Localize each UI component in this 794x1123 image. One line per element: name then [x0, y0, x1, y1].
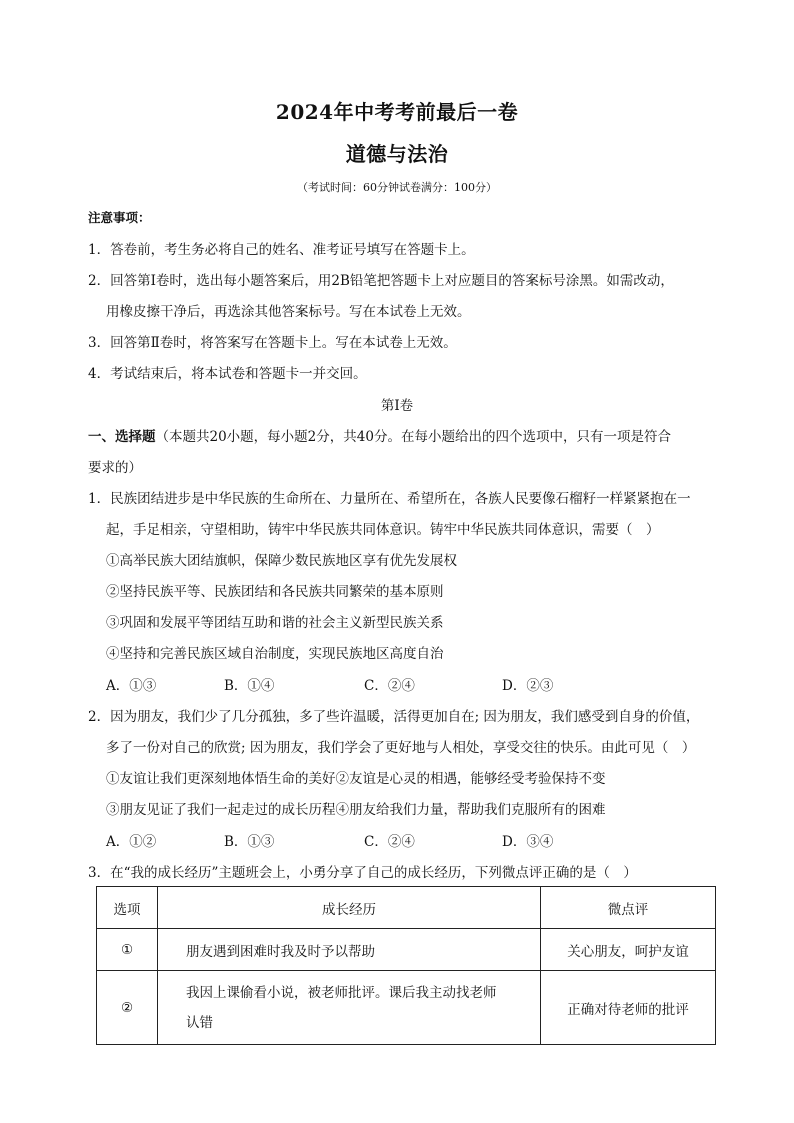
q1-option-b[interactable]: B．①④	[224, 678, 275, 694]
q2-statement: ③朋友见证了我们一起走过的成长历程④朋友给我们力量，帮助我们克服所有的困难	[106, 802, 606, 818]
exam-info: （考试时间：60分钟试卷满分：100分）	[297, 181, 497, 194]
subject-title: 道德与法治	[345, 142, 449, 166]
q3-table	[96, 886, 716, 1045]
q2-stem: 2．因为朋友，我们少了几分孤独，多了些许温暖，活得更加自在; 因为朋友，我们感受到自身的价值，	[88, 709, 700, 725]
q2-option-a[interactable]: A．①②	[106, 834, 157, 850]
table-cell-option: ②	[97, 971, 158, 1045]
section-heading-text: （本题共20小题，每小题2分，共40分。在每小题给出的四个选项中，只有一项是符合	[155, 429, 671, 445]
q1-stem: 1．民族团结进步是中华民族的生命所在、力量所在、希望所在，各族人民要像石榴籽一样紧紧抱在一	[88, 491, 691, 507]
table-cell-experience	[158, 971, 541, 1045]
q1-statement: ①高举民族大团结旗帜，保障少数民族地区享有优先发展权	[106, 553, 457, 569]
table-cell-comment: 正确对待老师的批评	[541, 971, 716, 1045]
q2-option-d[interactable]: D．③④	[502, 834, 554, 850]
q1-statement: ②坚持民族平等、民族团结和各民族共同繁荣的基本原则	[106, 584, 444, 600]
q1-stem: 起，手足相亲，守望相助，铸牢中华民族共同体意识。铸牢中华民族共同体意识，需要（ ）	[106, 522, 660, 538]
q2-option-b[interactable]: B．①③	[224, 834, 275, 850]
q1-statement: ④坚持和完善民族区域自治制度，实现民族地区高度自治	[106, 646, 444, 662]
q1-option-c[interactable]: C．②④	[364, 678, 415, 694]
q1-option-a[interactable]: A．①③	[106, 678, 157, 694]
section-heading-line2: 要求的）	[88, 460, 142, 476]
notice-item: 2．回答第Ⅰ卷时，选出每小题答案后，用2B铅笔把答题卡上对应题目的答案标号涂黑。如需改动，	[88, 273, 674, 289]
table-cell-experience: 朋友遇到困难时我及时予以帮助	[158, 929, 541, 971]
notice-item: 用橡皮擦干净后，再选涂其他答案标号。写在本试卷上无效。	[106, 304, 471, 320]
section-heading	[88, 425, 671, 445]
table-cell-comment: 关心朋友，呵护友谊	[541, 929, 716, 971]
table-row	[97, 971, 716, 1045]
q1-statement: ③巩固和发展平等团结互助和谐的社会主义新型民族关系	[106, 615, 444, 631]
q3-stem: 3．在“我的成长经历”主题班会上，小勇分享了自己的成长经历，下列微点评正确的是（ ）	[88, 865, 637, 881]
q2-option-c[interactable]: C．②④	[364, 834, 415, 850]
table-header-row	[97, 887, 716, 929]
exam-title: 2024年中考考前最后一卷	[275, 100, 519, 124]
notice-heading: 注意事项：	[88, 210, 151, 225]
notice-item: 4．考试结束后，将本试卷和答题卡一并交回。	[88, 366, 367, 382]
table-header-option: 选项	[97, 887, 158, 929]
notice-item: 3．回答第Ⅱ卷时，将答案写在答题卡上。写在本试卷上无效。	[88, 335, 457, 351]
table-cell-option: ①	[97, 929, 158, 971]
section-heading-label: 一、选择题	[88, 429, 156, 445]
experience-line: 我因上课偷看小说，被老师批评。课后我主动找老师	[186, 984, 497, 1001]
q2-statement: ①友谊让我们更深刻地体悟生命的美好②友谊是心灵的相遇，能够经受考验保持不变	[106, 771, 606, 787]
notice-item: 1．答卷前，考生务必将自己的姓名、准考证号填写在答题卡上。	[88, 242, 475, 258]
table-header-comment: 微点评	[541, 887, 716, 929]
table-header-experience: 成长经历	[158, 887, 541, 929]
q2-stem: 多了一份对自己的欣赏; 因为朋友，我们学会了更好地与人相处，享受交往的快乐。由此可见（ ）	[106, 740, 696, 756]
q1-option-d[interactable]: D．②③	[502, 678, 554, 694]
table-row	[97, 929, 716, 971]
part-title: 第Ⅰ卷	[380, 398, 414, 414]
experience-line: 认错	[186, 1014, 213, 1031]
